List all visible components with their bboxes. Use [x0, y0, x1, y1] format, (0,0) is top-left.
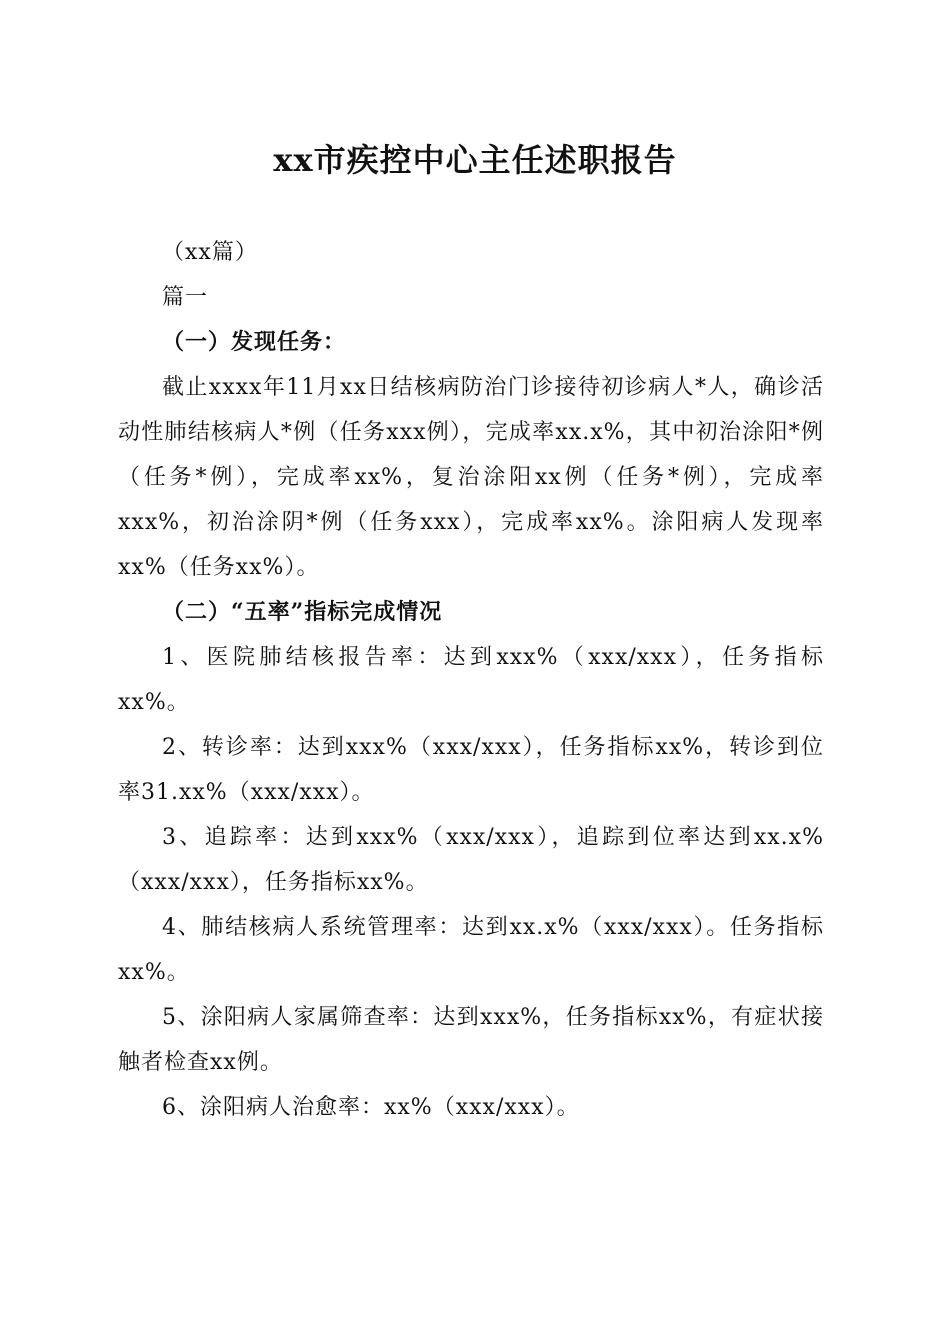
list-item-report-rate: 1、医院肺结核报告率：达到xxx%（xxx/xxx），任务指标xx%。 — [118, 645, 824, 715]
list-item-screening-rate: 5、涂阳病人家属筛查率：达到xxx%，任务指标xx%，有症状接触者检查xx例。 — [118, 1005, 824, 1075]
section-heading-discovery: （一）发现任务： — [162, 329, 347, 355]
list-item-referral-rate: 2、转诊率：达到xxx%（xxx/xxx），任务指标xx%，转诊到位率31.xx%（xxx/xxx）。 — [118, 735, 824, 805]
document-title: xx市疾控中心主任述职报告 — [273, 141, 677, 179]
paragraph-subtitle: （xx篇） — [162, 240, 258, 265]
section-heading-five-rates: （二）“五率”指标完成情况 — [162, 599, 443, 625]
paragraph-part-label: 篇一 — [162, 285, 209, 310]
list-item-cure-rate: 6、涂阳病人治愈率：xx%（xxx/xxx）。 — [162, 1095, 580, 1120]
document-body — [118, 230, 824, 1130]
list-item-management-rate: 4、肺结核病人系统管理率：达到xx.x%（xxx/xxx）。任务指标xx%。 — [118, 915, 824, 985]
paragraph-discovery-detail: 截止xxxx年11月xx日结核病防治门诊接待初诊病人*人，确诊活动性肺结核病人*例（任务xxx例），完成率xx.x%，其中初治涂阳*例（任务*例），完成率xx%，复治涂阳xx例（任务*例），完成率xxx%，初治涂阴*例（任务xxx），完成率xx%。涂阳病人发现率xx%（任务xx%）。 — [118, 375, 824, 580]
list-item-tracking-rate: 3、追踪率：达到xxx%（xxx/xxx），追踪到位率达到xx.x%（xxx/xxx），任务指标xx%。 — [118, 825, 824, 895]
